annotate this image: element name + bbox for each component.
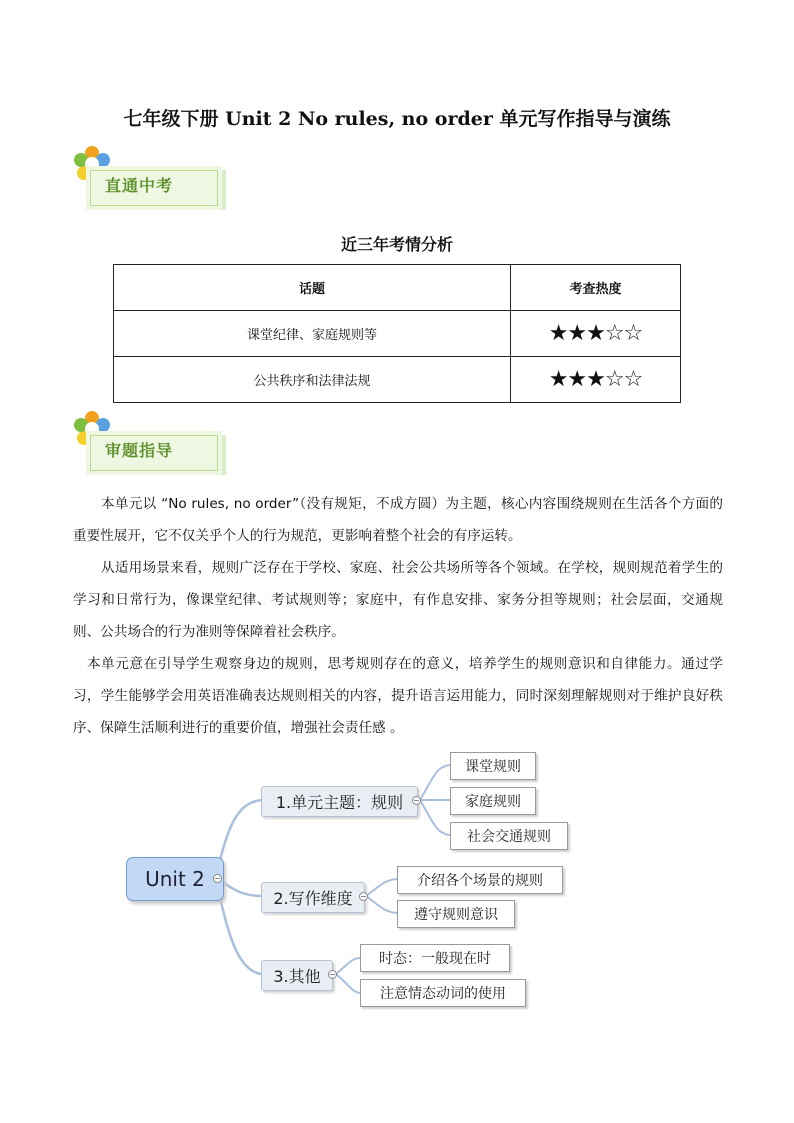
mindmap-leaf[interactable]: 课堂规则	[450, 752, 536, 780]
mindmap-leaf[interactable]: 家庭规则	[450, 787, 536, 815]
section-label: 审题指导	[105, 441, 174, 460]
table-cell-topic: 公共秩序和法律法规	[114, 357, 511, 403]
mindmap-leaf[interactable]: 遵守规则意识	[397, 900, 515, 928]
collapse-toggle-icon[interactable]	[412, 796, 421, 805]
heat-rating-stars: ★★★☆☆	[511, 357, 681, 403]
page-title: 七年级下册 Unit 2 No rules, no order 单元写作指导与演练	[123, 108, 671, 130]
mindmap-leaf[interactable]: 时态：一般现在时	[360, 944, 510, 972]
paragraph: 本单元以 “No rules, no order”（没有规矩，不成方圆）为主题，核心内容围绕规则在生活各个方面的重要性展开，它不仅关乎个人的行为规范，更影响着整个社会的有序运转。	[73, 496, 723, 544]
mindmap-branch-writing[interactable]: 2.写作维度	[261, 882, 365, 913]
analysis-title: 近三年考情分析	[340, 235, 453, 254]
collapse-toggle-icon[interactable]	[359, 892, 368, 901]
mindmap-branch-theme[interactable]: 1.单元主题：规则	[261, 786, 418, 817]
collapse-toggle-icon[interactable]	[213, 874, 222, 883]
mindmap-root[interactable]: Unit 2	[126, 857, 224, 901]
heat-rating-stars: ★★★☆☆	[511, 311, 681, 357]
paragraph: 本单元意在引导学生观察身边的规则，思考规则存在的意义，培养学生的规则意识和自律能力。通过学习，学生能够学会用英语准确表达规则相关的内容，提升语言运用能力，同时深刻理解规则对于维护良好秩序、保障生活顺利进行的重要价值，增强社会责任感 。	[73, 656, 723, 736]
table-cell-topic: 课堂纪律、家庭规则等	[114, 311, 511, 357]
table-header-heat: 考查热度	[511, 265, 681, 311]
mindmap-branch-other[interactable]: 3.其他	[261, 960, 333, 991]
mindmap-leaf[interactable]: 社会交通规则	[450, 822, 568, 850]
mindmap-leaf[interactable]: 介绍各个场景的规则	[397, 866, 563, 894]
mindmap-leaf[interactable]: 注意情态动词的使用	[360, 979, 526, 1007]
paragraph: 从适用场景来看，规则广泛存在于学校、家庭、社会公共场所等各个领域。在学校，规则规范着学生的学习和日常行为，像课堂纪律、考试规则等；家庭中，有作息安排、家务分担等规则；社会层面，交通规则、公共场合的行为准则等保障着社会秩序。	[73, 560, 723, 640]
collapse-toggle-icon[interactable]	[328, 970, 337, 979]
table-header-topic: 话题	[114, 265, 511, 311]
section-label: 直通中考	[105, 176, 174, 195]
